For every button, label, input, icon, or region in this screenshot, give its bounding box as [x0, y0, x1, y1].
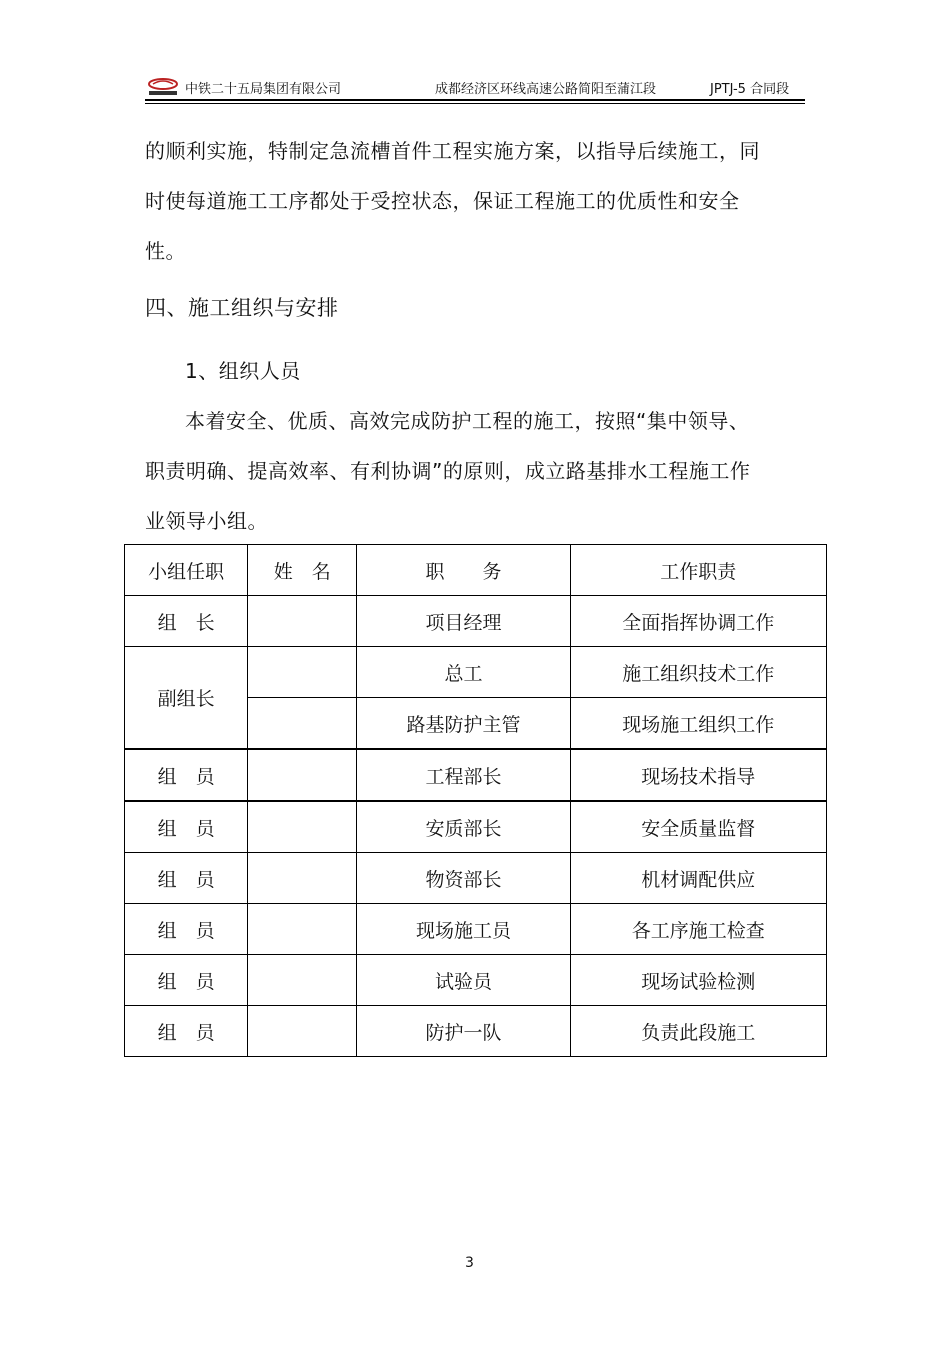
- role-cell: 组 员: [125, 853, 248, 904]
- table-header-cell: 工作职责: [570, 545, 826, 596]
- table-row: [125, 749, 827, 801]
- header-rule-thick: [145, 99, 805, 101]
- role-cell: 组 员: [125, 801, 248, 853]
- header-contract: JPTJ-5 合同段: [710, 82, 790, 97]
- paragraph-line: 本着安全、优质、高效完成防护工程的施工，按照“集中领导、: [185, 409, 750, 433]
- name-cell: [248, 853, 357, 904]
- duty-cell: 现场试验检测: [570, 955, 826, 1006]
- position-cell: 总工: [357, 647, 570, 698]
- role-cell: 组 员: [125, 904, 248, 955]
- position-cell: 安质部长: [357, 801, 570, 853]
- position-cell: 现场施工员: [357, 904, 570, 955]
- duty-cell: 现场施工组织工作: [570, 698, 826, 750]
- duty-cell: 全面指挥协调工作: [570, 596, 826, 647]
- table-header-cell: 姓 名: [248, 545, 357, 596]
- position-cell: 防护一队: [357, 1006, 570, 1057]
- name-cell: [248, 596, 357, 647]
- name-cell: [248, 801, 357, 853]
- page-number: 3: [465, 1255, 474, 1271]
- header-rule-thin: [145, 103, 805, 104]
- table-header-cell: 职 务: [357, 545, 570, 596]
- role-cell: 副组长: [125, 647, 248, 750]
- duty-cell: 负责此段施工: [570, 1006, 826, 1057]
- paragraph-line: 时使每道施工工序都处于受控状态，保证工程施工的优质性和安全: [145, 189, 740, 213]
- table-header-cell: 小组任职: [125, 545, 248, 596]
- role-cell: 组 员: [125, 1006, 248, 1057]
- name-cell: [248, 904, 357, 955]
- table-header-row: [125, 545, 827, 596]
- table-row: [125, 955, 827, 1006]
- duty-cell: 机材调配供应: [570, 853, 826, 904]
- paragraph-line: 性。: [145, 239, 186, 263]
- position-cell: 路基防护主管: [357, 698, 570, 750]
- position-cell: 项目经理: [357, 596, 570, 647]
- role-cell: 组 员: [125, 749, 248, 801]
- duty-cell: 安全质量监督: [570, 801, 826, 853]
- name-cell: [248, 1006, 357, 1057]
- position-cell: 试验员: [357, 955, 570, 1006]
- team-table: [124, 544, 827, 1057]
- paragraph-line: 的顺利实施，特制定急流槽首件工程实施方案，以指导后续施工，同: [145, 139, 760, 163]
- name-cell: [248, 698, 357, 750]
- position-cell: 物资部长: [357, 853, 570, 904]
- paragraph-line: 业领导小组。: [145, 509, 268, 533]
- role-cell: 组 员: [125, 955, 248, 1006]
- duty-cell: 各工序施工检查: [570, 904, 826, 955]
- role-cell: 组 长: [125, 596, 248, 647]
- header-project: 成都经济区环线高速公路简阳至蒲江段: [435, 82, 657, 97]
- table-row: [125, 904, 827, 955]
- page-header: [145, 72, 805, 100]
- position-cell: 工程部长: [357, 749, 570, 801]
- section-heading: 四、施工组织与安排: [145, 296, 339, 320]
- table-row: [125, 647, 827, 698]
- name-cell: [248, 955, 357, 1006]
- paragraph-line: 职责明确、提高效率、有利协调”的原则，成立路基排水工程施工作: [145, 459, 751, 483]
- subheading: 1、组织人员: [185, 359, 301, 383]
- table-row: [125, 596, 827, 647]
- duty-cell: 施工组织技术工作: [570, 647, 826, 698]
- name-cell: [248, 749, 357, 801]
- table-row: [125, 801, 827, 853]
- header-company: 中铁二十五局集团有限公司: [185, 82, 342, 97]
- table-row: [125, 1006, 827, 1057]
- name-cell: [248, 647, 357, 698]
- table-row: [125, 853, 827, 904]
- duty-cell: 现场技术指导: [570, 749, 826, 801]
- company-logo-icon: [145, 76, 181, 98]
